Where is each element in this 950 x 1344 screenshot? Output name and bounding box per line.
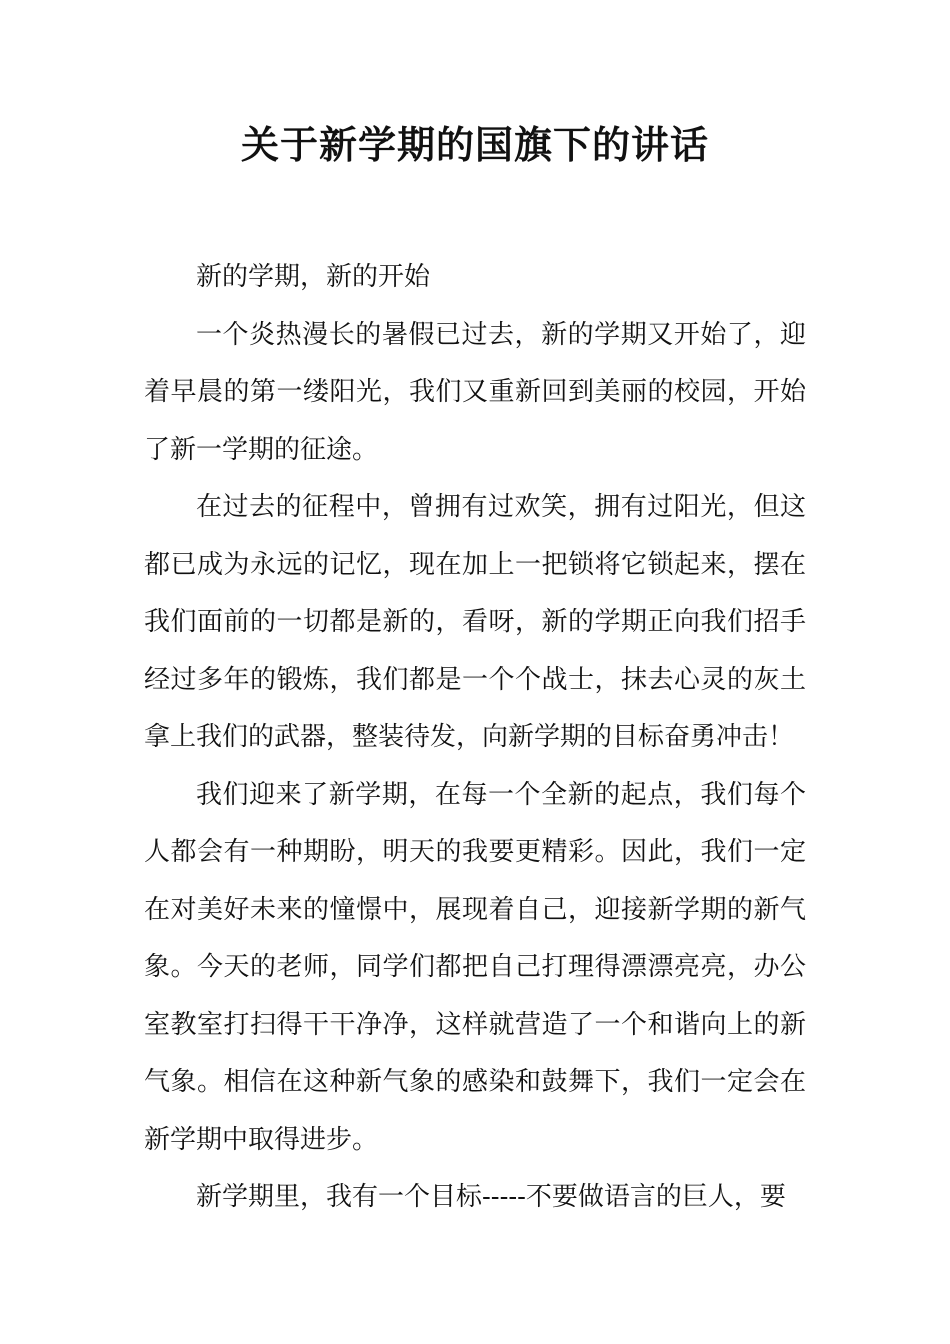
- paragraph: 我们迎来了新学期，在每一个全新的起点，我们每个人都会有一种期盼，明天的我要更精彩。因此，我们一定在对美好未来的憧憬中，展现着自己，迎接新学期的新气象。今天的老师，同学们都把自己打理得漂漂亮亮，办公室教室打扫得干干净净，这样就营造了一个和谐向上的新气象。相信在这种新气象的感染和鼓舞下，我们一定会在新学期中取得进步。: [144, 779, 806, 1155]
- document-body: [144, 249, 806, 1227]
- paragraph: 新的学期，新的开始: [196, 262, 431, 292]
- paragraph: 一个炎热漫长的暑假已过去，新的学期又开始了，迎着早晨的第一缕阳光，我们又重新回到美丽的校园，开始了新一学期的征途。: [144, 319, 806, 465]
- paragraph: 新学期里，我有一个目标-----不要做语言的巨人，要: [196, 1182, 786, 1212]
- document-title: 关于新学期的国旗下的讲话: [240, 122, 709, 167]
- paragraph: 在过去的征程中，曾拥有过欢笑，拥有过阳光，但这都已成为永远的记忆，现在加上一把锁将它锁起来，摆在我们面前的一切都是新的，看呀，新的学期正向我们招手经过多年的锻炼，我们都是一个个战士，抹去心灵的灰土拿上我们的武器，整装待发，向新学期的目标奋勇冲击！: [144, 492, 806, 752]
